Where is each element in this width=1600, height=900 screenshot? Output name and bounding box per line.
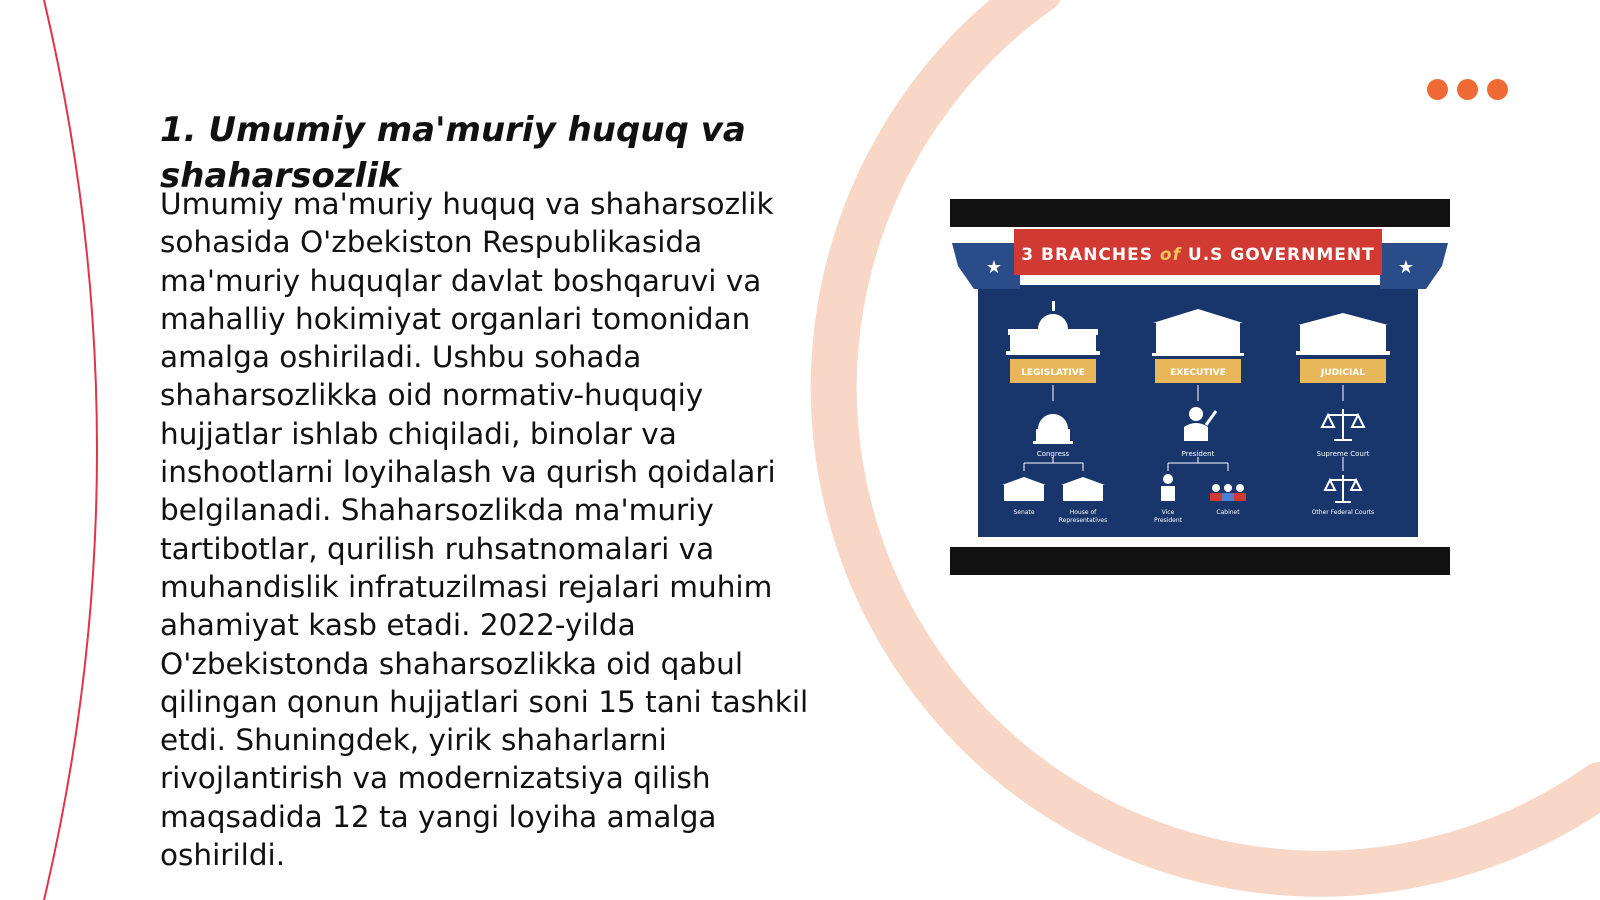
caption-vice-president: Vice — [1161, 509, 1175, 516]
caption-congress: Congress — [1036, 450, 1070, 458]
top-black-bar — [950, 199, 1450, 227]
banner-title: 3 BRANCHES of U.S GOVERNMENT — [1021, 245, 1375, 265]
dot-3 — [1487, 79, 1508, 100]
caption-other-courts: Other Federal Courts — [1311, 509, 1375, 516]
caption-president: President — [1181, 450, 1215, 458]
three-dots-icon — [1427, 79, 1508, 101]
dot-2 — [1457, 79, 1478, 100]
left-curve-line — [44, 0, 97, 900]
government-branches-image — [950, 199, 1450, 575]
caption-vice-president-line2: President — [1154, 517, 1182, 524]
branch-label: EXECUTIVE — [1170, 368, 1226, 378]
caption-supreme-court: Supreme Court — [1316, 450, 1370, 458]
star-icon: ★ — [1397, 257, 1415, 278]
dot-1 — [1427, 79, 1448, 100]
star-icon: ★ — [985, 257, 1003, 278]
slide-title: 1. Umumiy ma'muriy huquq va shaharsozlik — [160, 110, 746, 196]
caption-house-line2: Representatives — [1058, 517, 1108, 524]
caption-house: House of — [1069, 509, 1097, 516]
bottom-black-bar — [950, 547, 1450, 575]
slide-body: Umumiy ma'muriy huquq va shaharsozlik sohasida O'zbekiston Respublikasida ma'muriy huquqlar davlat boshqaruvi va mahalliy hokimiyat organlari tomonidan amalga oshiriladi. Ushbu sohada shaharsozlikka oid normativ-huquqiy hujjatlar ishlab chiqiladi, binolar va inshootlarni loyihalash va qurish qoidalari belgilanadi. Shaharsozlikda ma'muriy tartibotlar, qurilish ruhsatnomalari va muhandislik infratuzilmasi rejalari muhim ahamiyat kasb etadi. 2022-yilda O'zbekistonda shaharsozlikka oid qabul qilingan qonun hujjatlari soni 15 tani tashkil etdi. Shuningdek, yirik shaharlarni rivojlantirish va modernizatsiya qilish maqsadida 12 ta yangi loyiha amalga oshirildi. — [160, 187, 809, 873]
caption-senate: Senate — [1013, 509, 1035, 516]
vice-president-icon — [1161, 474, 1175, 501]
caption-cabinet: Cabinet — [1216, 509, 1240, 516]
branch-label: JUDICIAL — [1320, 368, 1366, 378]
branch-label: LEGISLATIVE — [1021, 368, 1085, 378]
